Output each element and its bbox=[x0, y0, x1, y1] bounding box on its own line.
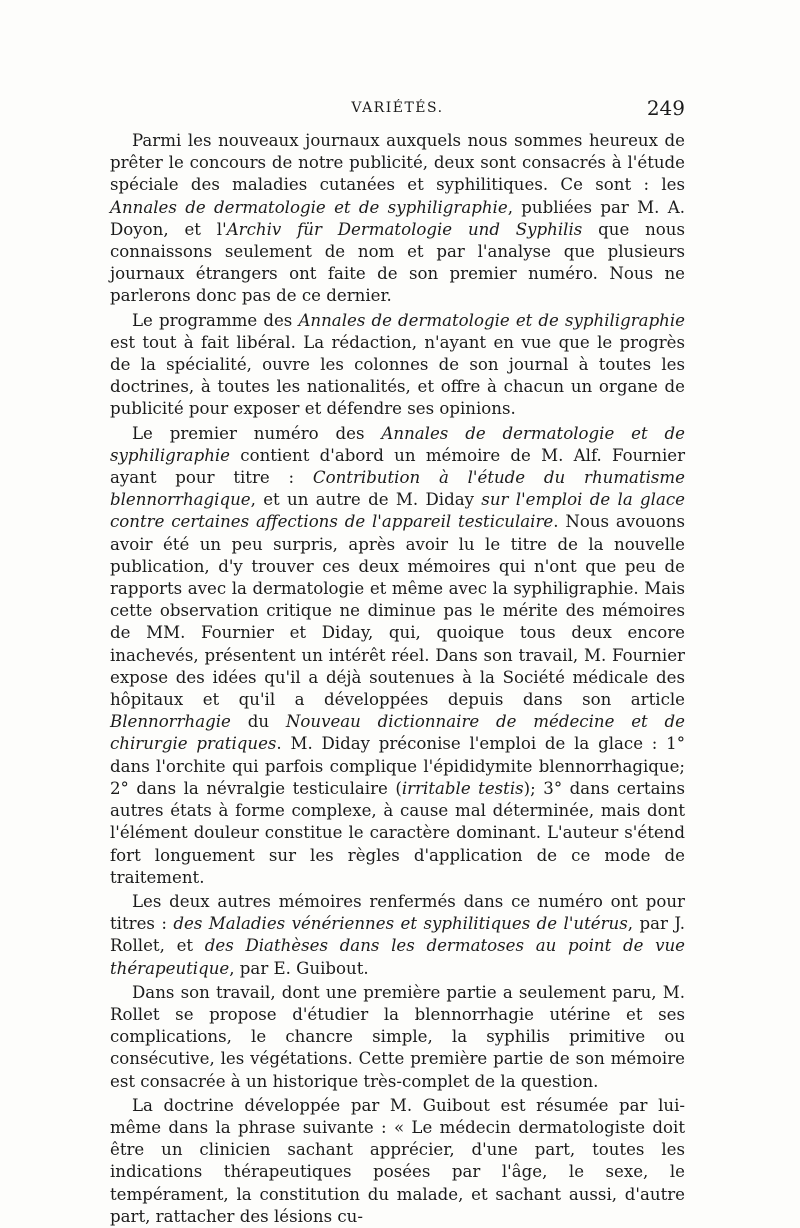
text-run: contient d'abord un mémoire de M. Alf. Fournier ayant pour titre : bbox=[110, 445, 685, 488]
paragraph bbox=[110, 1095, 685, 1228]
text-run: , par J. Rollet, et bbox=[110, 914, 685, 956]
italic-title: Contribution à l'étude du rhumatisme blennorrhagique bbox=[110, 468, 685, 510]
italic-title: des Diathèses dans les dermatoses au point de vue thérapeutique bbox=[110, 936, 685, 978]
text-run: Dans son travail, dont une première partie a seulement paru, M. Rollet se propose d'étudier la blennorrhagie utérine et ses complications, le chancre simple, la syphilis primitive ou consécutive, les végétations. Cette première partie de son mémoire est consacrée à un historique très-complet de la question. bbox=[110, 982, 685, 1091]
italic-title: irritable testis bbox=[401, 778, 524, 798]
text-run: , et un autre de M. Diday bbox=[250, 490, 482, 510]
text-run: est tout à fait libéral. La rédaction, n'ayant en vue que le progrès de la spécialité, ouvre les colonnes de son journal à toutes les doctrines, à toutes les nationalités, et offre à chacun un organe de publicité pour exposer et défendre ses opinions. bbox=[110, 332, 685, 419]
paragraph bbox=[110, 891, 685, 980]
text-run: , par E. Guibout. bbox=[229, 958, 369, 978]
italic-title: Archiv für Dermatologie und Syphilis bbox=[226, 219, 583, 239]
running-head: VARIÉTÉS. bbox=[351, 100, 444, 116]
paragraph bbox=[110, 423, 685, 889]
italic-title: Nouveau dictionnaire de médecine et de chirurgie pratiques bbox=[110, 712, 686, 754]
paragraph bbox=[110, 982, 685, 1093]
page-header bbox=[110, 96, 685, 126]
italic-title: Annales de dermatologie et de syphiligraphie bbox=[298, 310, 685, 330]
paragraph bbox=[110, 130, 685, 308]
italic-title: sur l'emploi de la glace contre certaines affections de l'appareil testiculaire bbox=[110, 490, 685, 532]
italic-title: des Maladies vénériennes et syphilitiques de l'utérus bbox=[173, 914, 628, 934]
text-run: La doctrine développée par M. Guibout est résumée par lui-même dans la phrase suivante : « Le médecin dermatologiste doit être un clinicien sachant apprécier, d'une part, toutes les indications thérapeutiques posées par l'âge, le sexe, le tempérament, la constitution du malade, et sachant aussi, d'autre part, rattacher des lésions cu- bbox=[110, 1095, 685, 1226]
italic-title: Annales de dermatologie et de syphiligraphie bbox=[110, 197, 508, 217]
italic-title: Blennorrhagie bbox=[110, 712, 231, 732]
text-run: . Nous avouons avoir été un peu surpris, après avoir lu le titre de la nouvelle publication, d'y trouver ces deux mémoires qui n'ont que peu de rapports avec la dermatologie et même avec la syphiligraphie. Mais cette observation critique ne diminue pas le mérite des mémoires de MM. Fournier et Diday, qui, quoique tous deux encore inachevés, présentent un intérêt réel. Dans son travail, M. Fournier expose des idées qu'il a déjà soutenues à la Société médicale des hôpitaux et qu'il a développées depuis dans son article bbox=[110, 512, 685, 710]
body-text bbox=[110, 130, 685, 1228]
italic-title: Annales de dermatologie et de syphiligraphie bbox=[110, 423, 685, 465]
text-run: Le programme des bbox=[132, 310, 299, 330]
page-number: 249 bbox=[646, 96, 685, 120]
paragraph bbox=[110, 310, 685, 421]
text-run: du bbox=[230, 712, 286, 732]
text-run: que nous connaissons seulement de nom et par l'analyse que plusieurs journaux étrangers ont faite de son premier numéro. Nous ne parlerons donc pas de ce dernier. bbox=[110, 219, 686, 306]
text-run: . M. Diday préconise l'emploi de la glace : 1° dans l'orchite qui parfois complique l'épididymite blennorrhagique; 2° dans la névralgie testiculaire ( bbox=[110, 734, 685, 798]
text-run: Les deux autres mémoires renfermés dans ce numéro ont pour titres : bbox=[110, 891, 685, 934]
text-run: Le premier numéro des bbox=[132, 423, 382, 443]
text-run: Parmi les nouveaux journaux auxquels nous sommes heureux de prêter le concours de notre publicité, deux sont consacrés à l'étude spéciale des maladies cutanées et syphilitiques. Ce sont : les bbox=[110, 131, 685, 195]
text-run: , publiées par M. A. Doyon, et l' bbox=[110, 197, 685, 239]
text-run: ); 3° dans certains autres états à forme complexe, à cause mal déterminée, mais dont l'élément douleur constitue le caractère dominant. L'auteur s'étend fort longuement sur les règles d'application de ce mode de traitement. bbox=[110, 778, 685, 887]
